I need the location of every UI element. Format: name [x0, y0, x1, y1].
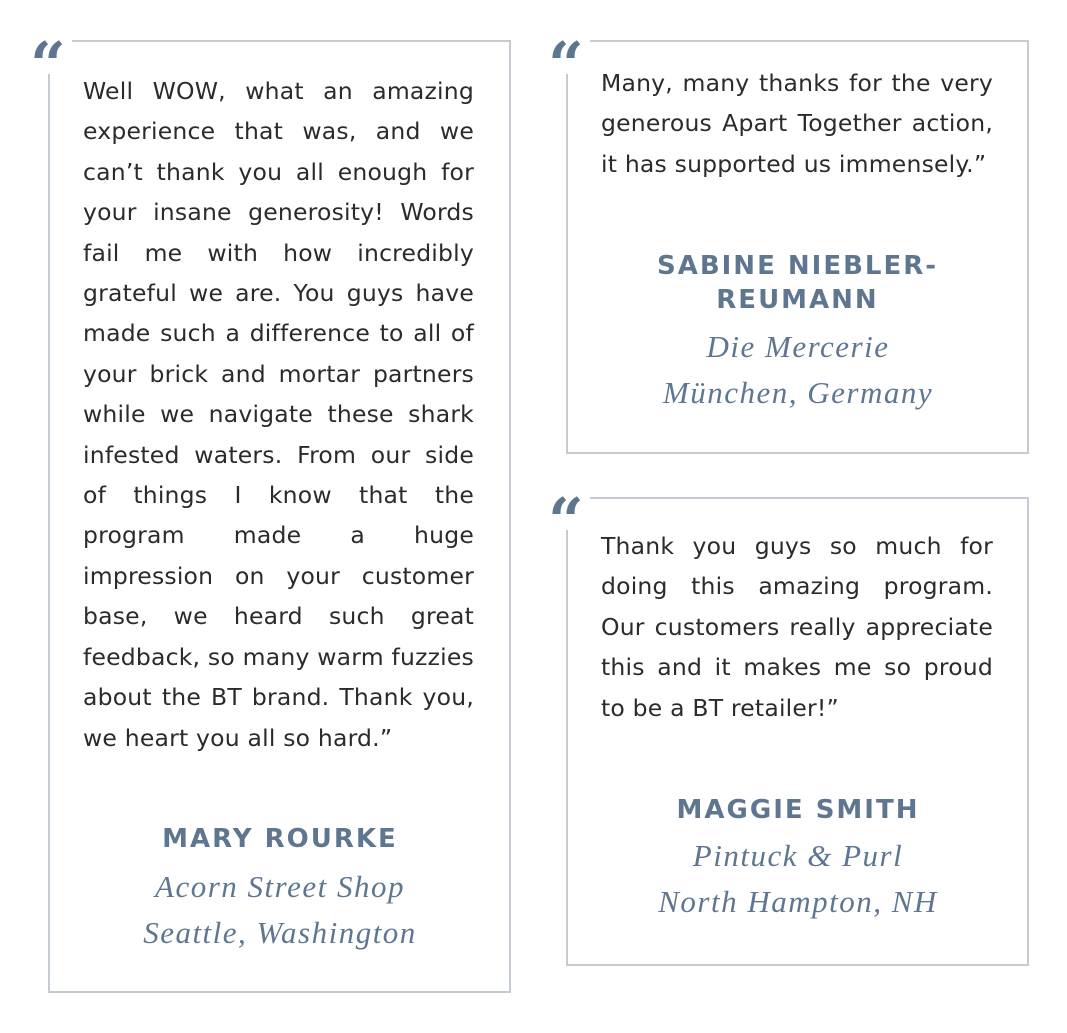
- testimonial-quote: Many, many thanks for the very generous Apart Together action, it has supported us immensely.”: [601, 69, 993, 178]
- testimonial-shop: Die Mercerie: [706, 329, 890, 364]
- testimonial-shop: Acorn Street Shop: [155, 869, 405, 904]
- testimonial-author: SABINE NIEBLER-REUMANN: [656, 251, 939, 315]
- testimonial-location: Seattle, Washington: [143, 915, 417, 950]
- testimonial-author: MARY ROURKE: [162, 824, 398, 854]
- testimonial-quote: Well WOW, what an amazing experience that was, and we can’t thank you all enough for your insane generosity! Words fail me with how incredibly grateful we are. You guys have made such a difference to all of your brick and mortar partners while we navigate these shark infested waters. From our side of things I know that the program made a huge impression on your customer base, we heard such great feedback, so many warm fuzzies about the BT brand. Thank you, we heart you all so hard.”: [83, 77, 474, 752]
- quote-open-icon: “: [542, 494, 590, 530]
- testimonial-location: North Hampton, NH: [658, 884, 938, 919]
- testimonial-quote: Thank you guys so much for doing this amazing program. Our customers really appreciate this and it makes me so proud to be a BT retailer!”: [601, 532, 993, 722]
- testimonial-shop: Pintuck & Purl: [692, 838, 904, 873]
- testimonial-location: München, Germany: [662, 375, 934, 410]
- quote-open-icon: “: [24, 38, 72, 74]
- quote-open-icon: “: [542, 38, 590, 74]
- testimonial-author: MAGGIE SMITH: [676, 795, 920, 825]
